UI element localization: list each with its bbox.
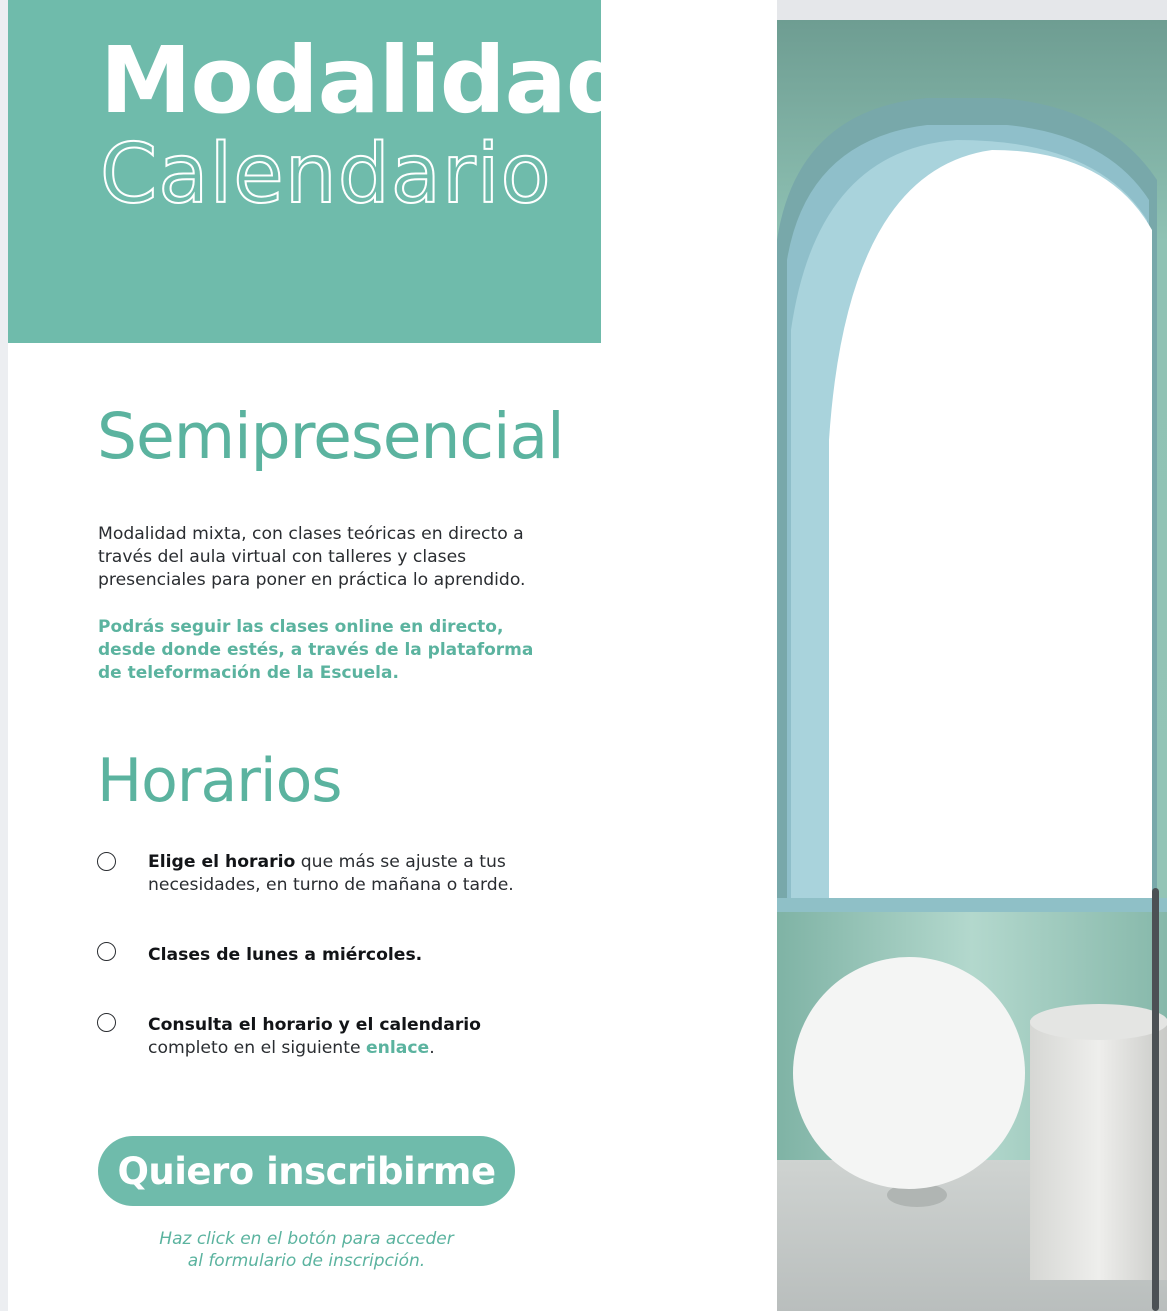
horario-item-1-text: que más se ajuste a tus necesidades, en turno de mañana o tarde. xyxy=(148,852,514,895)
horario-item-3-period: . xyxy=(429,1038,435,1058)
title-calendario: Calendario xyxy=(100,127,552,222)
scene-top-strip xyxy=(777,0,1167,20)
horario-item-2 xyxy=(148,944,548,967)
radio-circle-icon[interactable] xyxy=(97,1013,116,1032)
semipresencial-description: Modalidad mixta, con clases teóricas en directo a través del aula virtual con talleres y clases presenciales para poner en práctica lo aprendido. xyxy=(98,524,526,590)
arch-ledge xyxy=(777,898,1167,912)
cta-note-line-2: al formulario de inscripción. xyxy=(187,1251,426,1271)
disk-lamp xyxy=(793,957,1025,1189)
radio-circle-icon[interactable] xyxy=(97,942,116,961)
radio-circle-icon[interactable] xyxy=(97,852,116,871)
title-modalidad: Modalidad xyxy=(100,27,631,134)
page-edge xyxy=(0,0,8,1311)
arch-opening xyxy=(829,150,1152,900)
decorative-arch-photo xyxy=(777,0,1167,1311)
quiero-inscribirme-button[interactable]: Quiero inscribirme xyxy=(98,1136,515,1206)
horario-item-3-bold: Consulta el horario y el calendario xyxy=(148,1015,481,1035)
scrollbar-thumb[interactable] xyxy=(1152,888,1159,1311)
horario-item-3 xyxy=(148,1014,548,1060)
horario-item-1-bold: Elige el horario xyxy=(148,852,296,872)
horario-item-2-bold: Clases de lunes a miércoles. xyxy=(148,945,423,965)
horarios-title: Horarios xyxy=(97,746,342,816)
horario-item-1 xyxy=(148,851,548,897)
cta-note xyxy=(98,1228,515,1272)
cta-note-line-1: Haz click en el botón para acceder xyxy=(159,1229,454,1249)
header-banner xyxy=(8,0,631,343)
semipresencial-title: Semipresencial xyxy=(97,400,564,473)
enlace-link[interactable]: enlace xyxy=(365,1038,430,1058)
pillar xyxy=(1030,1020,1167,1280)
semipresencial-highlight: Podrás seguir las clases online en directo, desde donde estés, a través de la plataforma de teleformación de la Escuela. xyxy=(98,617,534,683)
horario-item-3-text: completo en el siguiente xyxy=(148,1038,366,1058)
pillar-top xyxy=(1030,1004,1167,1040)
